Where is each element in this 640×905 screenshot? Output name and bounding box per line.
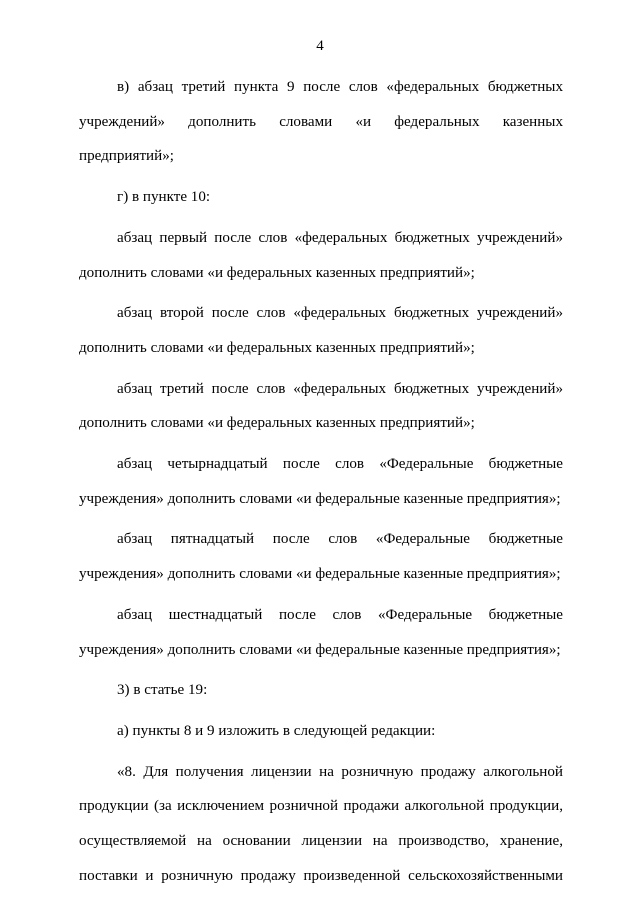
paragraph-abzac-first: абзац первый после слов «федеральных бюджетных учреждений» дополнить словами «и федеральных казенных предприятий»;	[79, 229, 563, 281]
paragraph-abzac-third: абзац третий после слов «федеральных бюджетных учреждений» дополнить словами «и федеральных казенных предприятий»;	[79, 380, 563, 432]
paragraph-item-g: г) в пункте 10:	[117, 189, 211, 206]
document-body	[79, 70, 563, 899]
paragraph-abzac-sixteenth: абзац шестнадцатый после слов «Федеральные бюджетные учреждения» дополнить словами «и федеральные казенные предприятия»;	[79, 606, 563, 658]
paragraph-abzac-fourteenth: абзац четырнадцатый после слов «Федеральные бюджетные учреждения» дополнить словами «и федеральные казенные предприятия»;	[79, 456, 563, 507]
paragraph-clause-8: «8. Для получения лицензии на розничную продажу алкогольной продукции (за исключением розничной продажи алкогольной продукции, осуществляемой на основании лицензии на производство, хранение, поставки и розничную продажу произведенной сельскохозяйственными	[79, 763, 563, 884]
paragraph-item-a: а) пункты 8 и 9 изложить в следующей редакции:	[117, 722, 436, 739]
paragraph-item-v: в) абзац третий пункта 9 после слов «федеральных бюджетных учреждений» дополнить словами «и федеральных казенных предприятий»;	[79, 79, 563, 165]
page-number: 4	[316, 38, 324, 54]
paragraph-abzac-fifteenth: абзац пятнадцатый после слов «Федеральные бюджетные учреждения» дополнить словами «и федеральные казенные предприятия»;	[79, 531, 563, 583]
paragraph-article-19: 3) в статье 19:	[117, 682, 208, 699]
paragraph-abzac-second: абзац второй после слов «федеральных бюджетных учреждений» дополнить словами «и федеральных казенных предприятий»;	[79, 305, 563, 356]
